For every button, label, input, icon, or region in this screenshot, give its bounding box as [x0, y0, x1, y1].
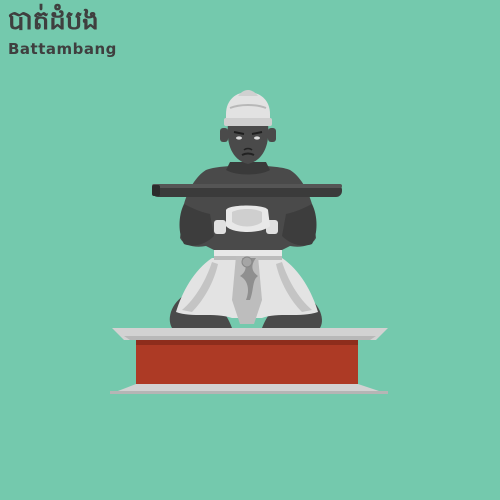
legs	[170, 248, 322, 328]
head	[220, 90, 276, 164]
pedestal-body	[136, 340, 358, 384]
pedestal	[110, 328, 388, 394]
staff	[152, 184, 342, 197]
wrist-band-left	[214, 220, 226, 234]
title-latin: Battambang	[8, 40, 117, 58]
title-khmer: បាត់ដំបង	[8, 6, 99, 36]
